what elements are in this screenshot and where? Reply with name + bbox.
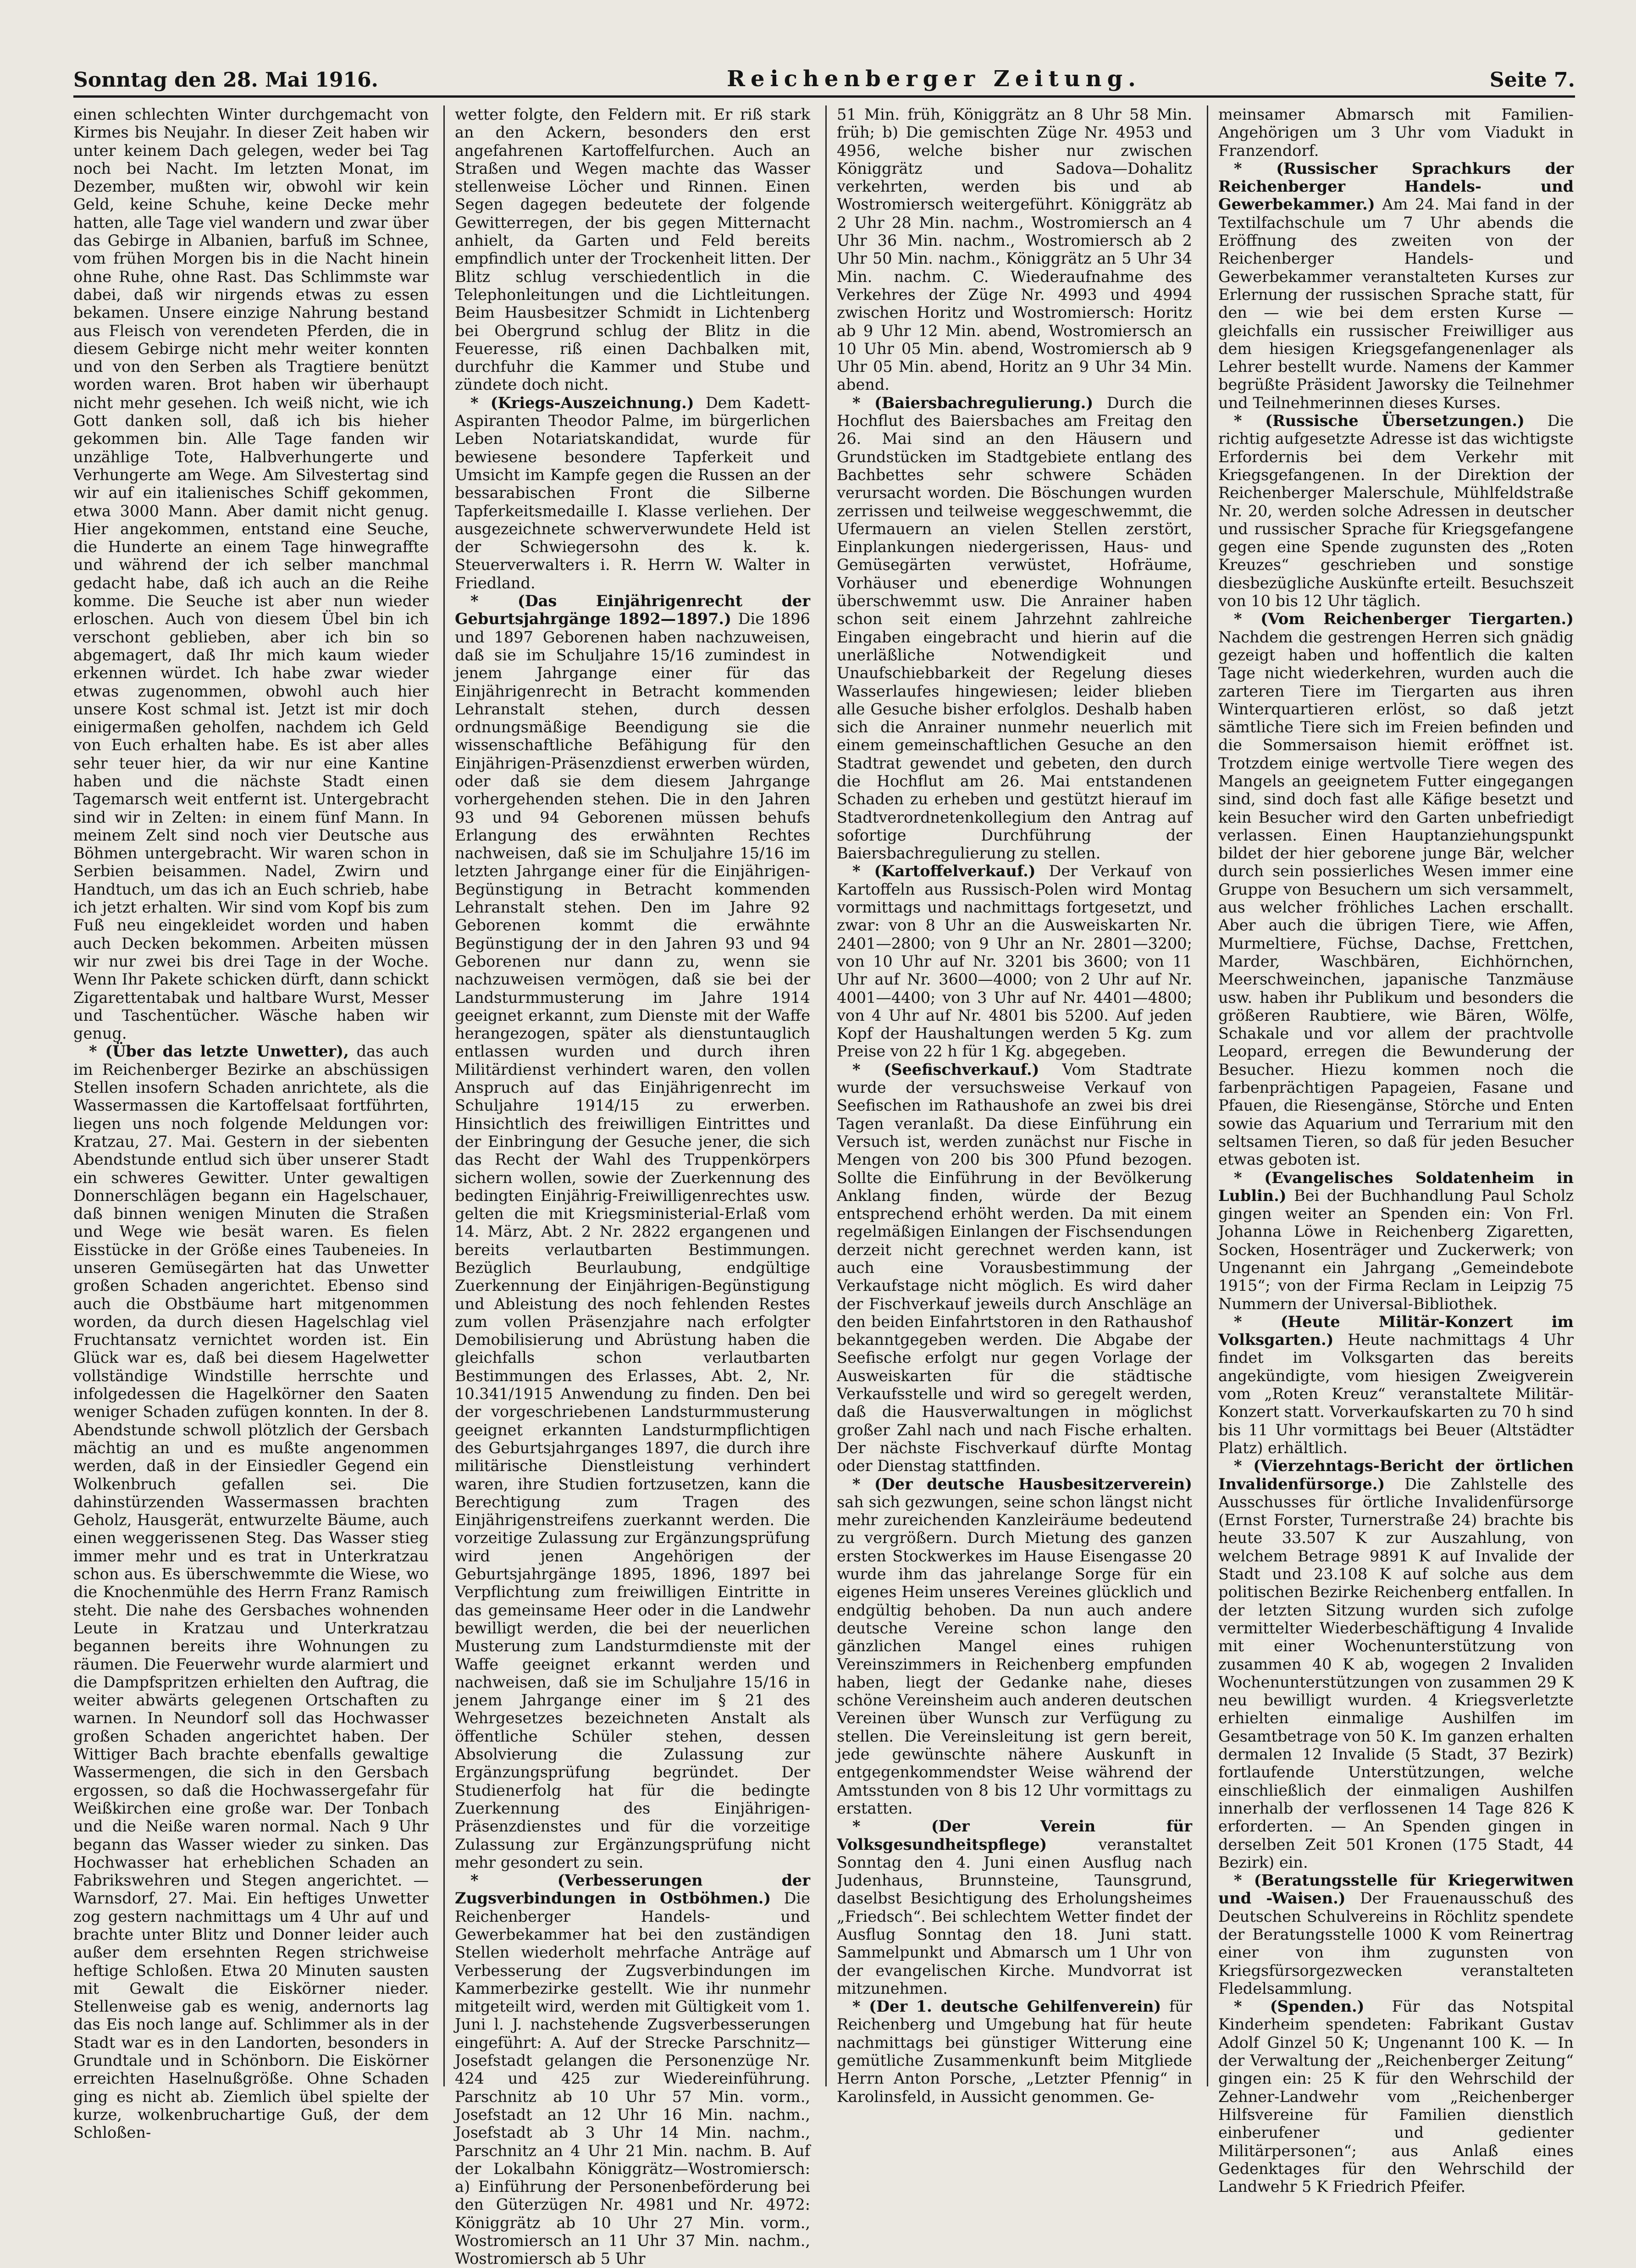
article-paragraph xyxy=(1218,610,1574,1168)
article-columns xyxy=(73,105,1575,2268)
article-text: Nachdem die gestrengen Herren sich gnädig gezeigt haben und hoffentlich die kalten Tage nicht wiederkehren, wurden auch die zarteren Tiere im Tiergarten aus ihren Winterquartieren erlöst, so daß jetzt sämtliche Tiere sich im Freien befinden und die Sommersaison hiemit eröffnet ist. Trotzdem einige wertvolle Tiere wegen des Mangels an geeignetem Futter eingegangen sind, sind doch fast alle Käfige besetzt und kein Besucher wird den Garten unbefriedigt verlassen. Einen Hauptanziehungspunkt bildet der hier geborene junge Bär, welcher durch sein possierliches Wesen immer eine Gruppe von Besuchern um sich versammelt, aus welcher fröhliches Lachen erschallt. Aber auch die übrigen Tiere, wie Affen, Murmeltiere, Füchse, Dachse, Frettchen, Marder, Waschbären, Eichhörnchen, Meerschweinchen, japanische Tanzmäuse usw. haben ihr Publikum und besonders die größeren Raubtiere, wie Bären, Wölfe, Schakale und vor allem der prachtvolle Leopard, erregen die Bewunderung der Besucher. Hiezu kommen noch die farbenprächtigen Papageien, Fasane und Pfauen, die Riesengänse, Störche und Enten sowie das Aquarium und Terrarium mit den seltsamen Tieren, so daß für jeden Besucher etwas geboten ist. xyxy=(1218,628,1574,1169)
article-heading: * (Der deutsche Hausbesitzerverein) xyxy=(852,1475,1192,1493)
article-paragraph xyxy=(837,394,1192,863)
article-paragraph xyxy=(1218,1457,1574,1871)
article-heading: * (Der 1. deutsche Gehilfenverein) xyxy=(852,1997,1161,2016)
page-number: Seite 7. xyxy=(1489,68,1575,92)
masthead xyxy=(73,50,1575,92)
article-text: Bei der Buchhandlung Paul Scholz gingen weiter an Spenden ein: Von Frl. Johanna Löwe in Reichenberg Zigaretten, Socken, Hosenträger und Zuckerwerk; von Ungenannt ein Jahrgang „Gemeindebote 1915“; von der Firma Reclam in Leipzig 75 Nummern der Universal-Bibliothek. xyxy=(1218,1186,1574,1313)
article-paragraph xyxy=(1218,1997,1574,2196)
article-text: einen schlechten Winter durchgemacht von Kirmes bis Neujahr. In dieser Zeit haben wir unter keinem Dach gelegen, weder bei Tag noch bei Nacht. Im letzten Monat, im Dezember, mußten wir, obwohl wir kein Geld, keine Schuhe, keine Decke mehr hatten, alle Tage viel wandern und zwar über das Gebirge in Albanien, barfuß im Schnee, vom frühen Morgen bis in die Nacht hinein ohne Ruhe, ohne Rast. Das Schlimmste war dabei, daß wir nirgends etwas zu essen bekamen. Unsere einzige Nahrung bestand aus Fleisch von verendeten Pferden, die in diesem Gebirge nicht mehr weiter konnten und von den Serben als Tragtiere benützt worden waren. Brot haben wir überhaupt nicht mehr gesehen. Ich weiß nicht, wie ich Gott danken soll, daß ich bis hieher gekommen bin. Alle Tage fanden wir unzählige Tote, Halbverhungerte und Verhungerte am Wege. Am Silvestertag sind wir auf ein italienisches Schiff gekommen, etwa 3000 Mann. Aber damit nicht genug. Hier angekommen, entstand eine Seuche, die Hunderte an einem Tage hinwegraffte und während der ich selber manchmal gedacht habe, daß ich auch an die Reihe komme. Die Seuche ist aber nun wieder erloschen. Auch von diesem Übel bin ich verschont geblieben, aber ich bin so abgemagert, daß Ihr mich kaum wieder erkennen würdet. Ich habe zwar wieder etwas zugenommen, obwohl auch hier unsere Kost schmal ist. Jetzt ist mir doch einigermaßen geholfen, nachdem ich Geld von Euch erhalten habe. Es ist aber alles sehr teuer hier, da wir nur eine Kantine haben und die nächste Stadt einen Tagemarsch weit entfernt ist. Untergebracht sind wir in Zelten: in einem fünf Mann. In meinem Zelt sind noch vier Deutsche aus Böhmen untergebracht. Wir waren schon in Serbien beisammen. Nadel, Zwirn und Handtuch, um das ich an Euch schrieb, habe ich jetzt erhalten. Wir sind vom Kopf bis zum Fuß neu eingekleidet worden und haben auch Decken bekommen. Arbeiten müssen wir nur zwei bis drei Tage in der Woche. Wenn Ihr Pakete schicken dürft, dann schickt Zigarettentabak und haltbare Wurst, Messer und Taschentücher. Wäsche haben wir genug. xyxy=(73,105,429,1043)
article-heading: * (Spenden.) xyxy=(1234,1997,1365,2016)
header-rule xyxy=(73,95,1575,98)
article-text: für Reichenberg und Umgebung hat für heute nachmittags bei günstiger Witterung eine gemütliche Zusammenkunft beim Mitgliede Herrn Anton Porsche, „Letzter Pfennig“ in Karolinsfeld, in Aussicht genommen. Ge- xyxy=(837,1997,1192,2106)
article-paragraph xyxy=(837,1817,1192,1997)
article-heading: * (Heute Militär-Konzert im Volksgarten.) xyxy=(1218,1312,1574,1349)
article-paragraph xyxy=(455,1871,810,2268)
article-paragraph xyxy=(73,105,429,1042)
article-paragraph xyxy=(837,105,1192,394)
article-text: Dem Kadett-Aspiranten Theodor Palme, im bürgerlichen Leben Notariatskandidat, wurde für bewiesene besondere Tapferkeit und Umsicht im Kampfe gegen die Russen an der bessarabischen Front die Silberne Tapferkeitsmedaille I. Klasse verliehen. Der ausgezeichnete schwerverwundete Held ist der Schwiegersohn des k. k. Steuerverwalters i. R. Herrn W. Walter in Friedland. xyxy=(455,393,810,592)
article-text: meinsamer Abmarsch mit Familien-Angehörigen um 3 Uhr vom Viadukt in Franzendorf. xyxy=(1218,105,1574,160)
column-divider xyxy=(825,105,827,2086)
column-divider xyxy=(443,105,445,2086)
column-divider xyxy=(1207,105,1208,2086)
article-heading: * (Verbesserungen der Zugsverbindungen in Ostböhmen.) xyxy=(455,1871,810,1908)
article-text: Die richtig aufgesetzte Adresse ist das wichtigste Erfordernis bei dem Verkehr mit Kriegsgefangenen. In der Direktion der Reichenberger Malerschule, Mühlfeldstraße Nr. 20, werden solche Adressen in deutscher und russischer Sprache für Kriegsgefangene gegen eine Spende zugunsten des „Roten Kreuzes“ geschrieben und sonstige diesbezügliche Auskünfte erteilt. Besuchszeit von 10 bis 12 Uhr täglich. xyxy=(1218,412,1574,610)
column-1 xyxy=(73,105,429,2142)
newspaper-title: Reichenberger Zeitung. xyxy=(727,66,1141,92)
article-text: Am 24. Mai fand in der Textilfachschule um 7 Uhr abends die Eröffnung des zweiten von der Reichenberger Handels- und Gewerbekammer veranstalteten Kurses zur Erlernung der russischen Sprache statt, für den — wie bei dem ersten Kurse — gleichfalls ein russischer Freiwilliger aus dem hiesigen Kriegsgefangenenlager als Lehrer bestellt wurde. Namens der Kammer begrüßte Präsident Jaworsky die Teilnehmer und Teilnehmerinnen dieses Kurses. xyxy=(1218,195,1574,412)
article-heading: * (Kriegs-Auszeichnung.) xyxy=(470,393,694,412)
article-text: Vom Stadtrate wurde der versuchsweise Verkauf von Seefischen im Rathaushofe an zwei bis drei Tagen veranlaßt. Da diese Einführung ein Versuch ist, werden zunächst nur Fische in Mengen von 200 bis 300 Pfund bezogen. Sollte die Einführung in der Bevölkerung Anklang finden, würde der Bezug entsprechend erhöht werden. Da mit einem regelmäßigen Einlangen der Fischsendungen derzeit nicht gerechnet werden kann, ist auch eine Vorausbestimmung der Verkaufstage nicht möglich. Es wird daher der Fischverkauf jeweils durch Anschläge an den beiden Einfahrtstoren in den Rathaushof bekanntgegeben werden. Die Abgabe der Seefische erfolgt nur gegen Vorlage der Ausweiskarten für die städtische Verkaufsstelle und wird so geregelt werden, daß die Hausverwaltungen in möglichst großer Zahl nach und nach Fische erhalten. Der nächste Fischverkauf dürfte Montag oder Dienstag stattfinden. xyxy=(837,1060,1192,1475)
article-paragraph xyxy=(837,862,1192,1060)
article-heading: * (Über das letzte Unwetter), xyxy=(89,1042,349,1061)
article-paragraph xyxy=(1218,1169,1574,1313)
article-paragraph xyxy=(1218,1313,1574,1457)
article-text: Durch die Hochflut des Baiersbaches am Freitag den 26. Mai sind an den Häusern und Grundstücken im Stadtgebiete entlang des Bachbettes sehr schwere Schäden verursacht worden. Die Böschungen wurden zerrissen und teilweise weggeschwemmt, die Ufermauern an vielen Stellen zerstört, Einplankungen niedergerissen, Haus- und Gemüsegärten verwüstet, Hofräume, Vorhäuser und ebenerdige Wohnungen überschwemmt usw. Die Anrainer haben schon seit einem Jahrzehnt zahlreiche Eingaben eingebracht und hierin auf die unerläßliche Notwendigkeit und Unaufschiebbarkeit der Regelung dieses Wasserlaufes hingewiesen; leider blieben alle Gesuche bisher erfolglos. Deshalb haben sich die Anrainer nunmehr neuerlich mit einem gemeinschaftlichen Gesuche an den Stadtrat gewendet und gebeten, den durch die Hochflut am 26. Mai entstandenen Schaden zu erheben und gestützt hierauf im Stadtverordnetenkollegium den Antrag auf sofortige Durchführung der Baiersbachregulierung zu stellen. xyxy=(837,393,1192,863)
column-3 xyxy=(837,105,1193,2106)
article-paragraph xyxy=(1218,105,1574,160)
article-text: Heute nachmittags 4 Uhr findet im Volksgarten das bereits angekündigte, vom hiesigen Zweigverein vom „Roten Kreuz“ veranstaltete Militär-Konzert statt. Vorverkaufskarten zu 70 h sind bis 11 Uhr vormittags bei Beuer (Altstädter Platz) erhältlich. xyxy=(1218,1331,1574,1457)
article-heading: * (Baiersbachregulierung.) xyxy=(852,393,1094,412)
article-heading: * (Vom Reichenberger Tiergarten.) xyxy=(1234,610,1574,628)
article-text: veranstaltet Sonntag den 4. Juni einen Ausflug nach Judenhaus, Brunnsteine, Taunsgrund, daselbst Besichtigung des Erholungsheimes „Friedsch“. Bei schlechtem Wetter findet der Ausflug Sonntag den 18. Juni statt. Sammelpunkt und Abmarsch um 1 Uhr von der evangelischen Kirche. Mundvorrat ist mitzunehmen. xyxy=(837,1835,1192,1997)
article-heading: * (Das Einjährigenrecht der Geburtsjahrgänge 1892—1897.) xyxy=(455,592,810,628)
article-paragraph xyxy=(455,592,810,1871)
article-paragraph xyxy=(837,1475,1192,1818)
article-paragraph xyxy=(1218,412,1574,610)
article-heading: * (Kartoffelverkauf.) xyxy=(852,862,1036,880)
article-text: Die Zahlstelle des Ausschusses für örtliche Invalidenfürsorge (Ernst Forster, Turnerstraße 24) brachte bis heute 33.507 K zur Auszahlung, von welchem Betrage 9891 K auf Invalide der Stadt und 23.108 K auf solche aus dem politischen Bezirke Reichenberg entfallen. In der letzten Sitzung wurden sich zufolge vermittelter Wiederbeschäftigung 4 Invalide mit einer Wochenunterstützung von zusammen 40 K ab, wogegen 2 Invaliden Wochenunterstützungen von zusammen 29 K neu bewilligt wurden. 4 Kriegsverletzte erhielten einmalige Aushilfen im Gesamtbetrage von 50 K. Im ganzen erhalten dermalen 12 Invalide (5 Stadt, 37 Bezirk) fortlaufende Unterstützungen, welche einschließlich der einmaligen Aushilfen innerhalb der verflossenen 14 Tage 826 K erforderten. — An Spenden gingen in derselben Zeit 501 Kronen (175 Stadt, 44 Bezirk) ein. xyxy=(1218,1475,1574,1871)
article-heading: * (Russischer Sprachkurs der Reichenberger Handels- und Gewerbekammer.) xyxy=(1218,159,1574,214)
article-heading: * (Beratungsstelle für Kriegerwitwen und -Waisen.) xyxy=(1218,1871,1574,1908)
article-paragraph xyxy=(837,1997,1192,2106)
newspaper-page xyxy=(73,41,1575,2268)
article-paragraph xyxy=(1218,160,1574,412)
column-4 xyxy=(1218,105,1574,2196)
column-2 xyxy=(455,105,811,2268)
article-text: Die Reichenberger Handels- und Gewerbekammer hat bei den zuständigen Stellen wiederholt mehrfache Anträge auf Verbesserung der Zugsverbindungen im Kammerbezirke gestellt. Wie ihr nunmehr mitgeteilt wird, werden mit Gültigkeit vom 1. Juni l. J. nachstehende Zugsverbesserungen eingeführt: A. Auf der Strecke Parschnitz—Josefstadt gelangen die Personenzüge Nr. 424 und 425 zur Wiedereinführung. Parschnitz ab 10 Uhr 57 Min. vorm., Josefstadt an 12 Uhr 16 Min. nachm., Josefstadt ab 3 Uhr 14 Min. nachm., Parschnitz an 4 Uhr 21 Min. nachm. B. Auf der Lokalbahn Königgrätz—Wostromiersch: a) Einführung der Personenbeförderung bei den Güterzügen Nr. 4981 und Nr. 4972: Königgrätz ab 10 Uhr 27 Min. vorm., Wostromiersch an 11 Uhr 37 Min. nachm., Wostromiersch ab 5 Uhr xyxy=(455,1889,811,2268)
article-heading: * (Evangelisches Soldatenheim in Lublin.) xyxy=(1218,1168,1574,1205)
article-heading: * (Vierzehntags-Bericht der örtlichen Invalidenfürsorge.) xyxy=(1218,1457,1574,1493)
article-text: sah sich gezwungen, seine schon längst nicht mehr zureichenden Kanzleiräume bedeutend zu vergrößern. Durch Mietung des ganzen ersten Stockwerkes im Hause Eisengasse 20 wurde ihm das jahrelange Sorge für ein eigenes Heim unseres Vereines glücklich und endgültig behoben. Da nun auch andere deutsche Vereine schon lange den gänzlichen Mangel eines ruhigen Vereinszimmers in Reichenberg empfunden haben, liegt der Gedanke nahe, dieses schöne Vereinsheim auch anderen deutschen Vereinen über Wunsch zur Verfügung zu stellen. Die Vereinsleitung ist gern bereit, jede gewünschte nähere Auskunft in entgegenkommendster Weise während der Amtsstunden von 8 bis 12 Uhr vormittags zu erstatten. xyxy=(837,1493,1192,1817)
article-text: 51 Min. früh, Königgrätz an 8 Uhr 58 Min. früh; b) Die gemischten Züge Nr. 4953 und 4956, welche bisher nur zwischen Königgrätz und Sadova—Dohalitz verkehrten, werden bis und ab Wostromiersch weitergeführt. Königgrätz ab 2 Uhr 28 Min. nachm., Wostromiersch an 4 Uhr 36 Min. nachm., Wostromiersch ab 2 Uhr 50 Min. nachm., Königgrätz an 5 Uhr 34 Min. nachm. C. Wiederaufnahme des Verkehres der Züge Nr. 4993 und 4994 zwischen Horitz und Wostromiersch: Horitz ab 9 Uhr 12 Min. abend, Wostromiersch an 10 Uhr 05 Min. abend, Wostromiersch ab 9 Uhr 05 Min. abend, Horitz an 9 Uhr 34 Min. abend. xyxy=(837,105,1192,394)
article-paragraph xyxy=(73,1042,429,2141)
article-text: Der Frauenausschuß des Deutschen Schulvereins in Röchlitz spendete der Beratungsstelle 1000 K vom Reinertrag einer von ihm zugunsten von Kriegsfürsorgezwecken veranstalteten Fledelsammlung. xyxy=(1218,1889,1574,1997)
article-paragraph xyxy=(1218,1871,1574,1997)
article-paragraph xyxy=(455,105,810,394)
issue-date: Sonntag den 28. Mai 1916. xyxy=(73,68,378,92)
article-paragraph xyxy=(837,1061,1192,1475)
article-text: das auch im Reichenberger Bezirke an abschüssigen Stellen insofern Schaden anrichtete, als die Wassermassen die Kartoffelsaat fortführten, liegen uns noch folgende Meldungen vor: Kratzau, 27. Mai. Gestern in der siebenten Abendstunde entlud sich über unserer Stadt ein schweres Gewitter. Unter gewaltigen Donnerschlägen begann ein Hagelschauer, daß binnen wenigen Minuten die Straßen und Wege wie besät waren. Es fielen Eisstücke in der Größe eines Taubeneies. In unseren Gemüsegärten hat das Unwetter großen Schaden angerichtet. Ebenso sind auch die Obstbäume hart mitgenommen worden, da durch diesen Hagelschlag viel Fruchtansatz vernichtet worden ist. Ein Glück war es, daß bei diesem Hagelwetter vollständige Windstille herrschte und infolgedessen die Hagelkörner den Saaten weniger Schaden zufügen konnten. In der 8. Abendstunde schwoll plötzlich der Gersbach mächtig an und es mußte angenommen werden, daß in der Einsiedler Gegend ein Wolkenbruch gefallen sei. Die dahinstürzenden Wassermassen brachten Geholz, Hausgerät, entwurzelte Bäume, auch einen weggerissenen Steg. Das Wasser stieg immer mehr und es trat in Unterkratzau schon aus. Es überschwemmte die Wiese, wo die Knochenmühle des Herrn Franz Ramisch steht. Die nahe des Gersbaches wohnenden Leute in Kratzau und Unterkratzau begannen bereits ihre Wohnungen zu räumen. Die Feuerwehr wurde alarmiert und die Dampfspritzen erhielten den Auftrag, die weiter abwärts gelegenen Ortschaften zu warnen. In Neundorf soll das Hochwasser großen Schaden angerichtet haben. Der Wittiger Bach brachte ebenfalls gewaltige Wassermengen, die sich in den Gersbach ergossen, so daß die Hochwassergefahr für Weißkirchen eine große war. Der Tonbach und die Neiße waren normal. Nach 9 Uhr begann das Wasser wieder zu sinken. Das Hochwasser hat erheblichen Schaden an Fabrikswehren und Stegen angerichtet. — Warnsdorf, 27. Mai. Ein heftiges Unwetter zog gestern nachmittags um 4 Uhr auf und brachte unter Blitz und Donner leider auch außer dem ersehnten Regen strichweise heftige Schloßen. Etwa 20 Minuten sausten mit Gewalt die Eiskörner nieder. Stellenweise gab es wenig, andernorts lag das Eis noch lange auf. Schlimmer als in der Stadt war es in den Landorten, besonders in Grundtale und in Schönborn. Die Eiskörner erreichten Haselnußgröße. Ohne Schaden ging es nicht ab. Ziemlich übel spielte der kurze, wolkenbruchartige Guß, der dem Schloßen- xyxy=(73,1042,429,2142)
article-text: wetter folgte, den Feldern mit. Er riß stark an den Ackern, besonders den erst angefahrenen Kartoffelfurchen. Auch an Straßen und Wegen machte das Wasser stellenweise Löcher und Rinnen. Einen Segen dagegen bedeutete der folgende Gewitterregen, der bis gegen Mitternacht anhielt, da Garten und Feld bereits empfindlich unter der Trockenheit litten. Der Blitz schlug verschiedentlich in die Telephonleitungen und die Lichtleitungen. Beim Hausbesitzer Schmidt in Lichtenberg bei Obergrund schlug der Blitz in die Feueresse, riß einen Dachbalken mit, durchfuhr die Kammer und Stube und zündete doch nicht. xyxy=(455,105,810,394)
article-heading: * (Russische Übersetzungen.) xyxy=(1234,412,1525,430)
article-text: Die 1896 und 1897 Geborenen haben nachzuweisen, daß sie im Schuljahre 15/16 zumindest in jenem Jahrgange einer für das Einjährigenrecht in Betracht kommenden Lehranstalt stehen, durch dessen ordnungsmäßige Beendigung sie die wissenschaftliche Befähigung für den Einjährigen-Präsenzdienst erwerben würden, oder daß sie dem diesem Jahrgange vorhergehenden stehen. Die in den Jahren 93 und 94 Geborenen müssen behufs Erlangung des erwähnten Rechtes nachweisen, daß sie im Schuljahre 15/16 im letzten Jahrgange einer für die Einjährigen-Begünstigung in Betracht kommenden Lehranstalt stehen. Den im Jahre 92 Geborenen kommt die erwähnte Begünstigung der in den Jahren 93 und 94 Geborenen nur dann zu, wenn sie nachzuweisen vermögen, daß sie bei der Landsturmmusterung im Jahre 1914 geeignet erkannt, zum Dienste mit der Waffe herangezogen, später als dienstuntauglich entlassen wurden und durch ihren Militärdienst verhindert waren, den vollen Anspruch auf das Einjährigenrecht im Schuljahre 1914/15 zu erwerben. Hinsichtlich des freiwilligen Eintrittes und der Einbringung der Gesuche jener, die sich das Recht der Wahl des Truppenkörpers sichern wollen, sowie der Zuerkennung des bedingten Einjährig-Freiwilligenrechtes usw. gelten die mit Kriegsministerial-Erlaß vom 14. März, Abt. 2 Nr. 2822 ergangenen und bereits verlautbarten Bestimmungen. Bezüglich Beurlaubung, endgültige Zuerkennung der Einjährigen-Begünstigung und Ableistung des noch fehlenden Restes zum vollen Präsenzjahre nach erfolgter Demobilisierung und Abrüstung haben die gleichfalls schon verlautbarten Bestimmungen des Erlasses, Abt. 2, Nr. 10.341/1915 Anwendung zu finden. Den bei der vorgeschriebenen Landsturmmusterung geeignet erkannten Landsturmpflichtigen des Geburtsjahrganges 1897, die durch ihre militärische Dienstleistung verhindert waren, ihre Studien fortzusetzen, kann die Berechtigung zum Tragen des Einjährigenstreifens zuerkannt werden. Die vorzeitige Zulassung zur Ergänzungsprüfung wird jenen Angehörigen der Geburtsjahrgänge 1895, 1896, 1897 bei Verpflichtung zum freiwilligen Eintritte in das gemeinsame Heer oder in die Landwehr bewilligt werden, die bei der neuerlichen Musterung zum Landsturmdienste mit der Waffe geeignet erkannt werden und nachweisen, daß sie im Schuljahre 15/16 in jenem Jahrgange einer im § 21 des Wehrgesetzes bezeichneten Anstalt als öffentliche Schüler stehen, dessen Absolvierung die Zulassung zur Ergänzungsprüfung begründet. Der Studienerfolg hat für die bedingte Zuerkennung des Einjährigen-Präsenzdienstes und für die vorzeitige Zulassung zur Ergänzungsprüfung nicht mehr gesondert zu sein. xyxy=(455,610,810,1871)
article-text: Der Verkauf von Kartoffeln aus Russisch-Polen wird Montag vormittags und nachmittags fortgesetzt, und zwar: von 8 Uhr an die Ausweiskarten Nr. 2401—2800; von 9 Uhr an Nr. 2801—3200; von 10 Uhr auf Nr. 3201 bis 3600; von 11 Uhr auf Nr. 3600—4000; von 2 Uhr auf Nr. 4001—4400; von 3 Uhr auf Nr. 4401—4800; von 4 Uhr auf Nr. 4801 bis 5200. Auf jeden Kopf der Haushaltungen werden 5 Kg. zum Preise von 22 h für 1 Kg. abgegeben. xyxy=(837,862,1193,1061)
article-heading: * (Seefischverkauf.) xyxy=(852,1060,1039,1079)
article-paragraph xyxy=(455,394,810,592)
article-text: Für das Notspital Kinderheim spendeten: Fabrikant Gustav Adolf Ginzel 50 K; Ungenannt 100 K. — In der Verwaltung der „Reichenberger Zeitung“ gingen ein: 25 K für den Wehrschild der Zehner-Landwehr vom „Reichenberger Hilfsvereine für Familien dienstlich einberufener und gedienter Militärpersonen“; aus Anlaß eines Gedenktages für den Wehrschild der Landwehr 5 K Friedrich Pfeifer. xyxy=(1218,1997,1574,2196)
article-heading: * (Der Verein für Volksgesundheitspflege) xyxy=(837,1817,1192,1853)
